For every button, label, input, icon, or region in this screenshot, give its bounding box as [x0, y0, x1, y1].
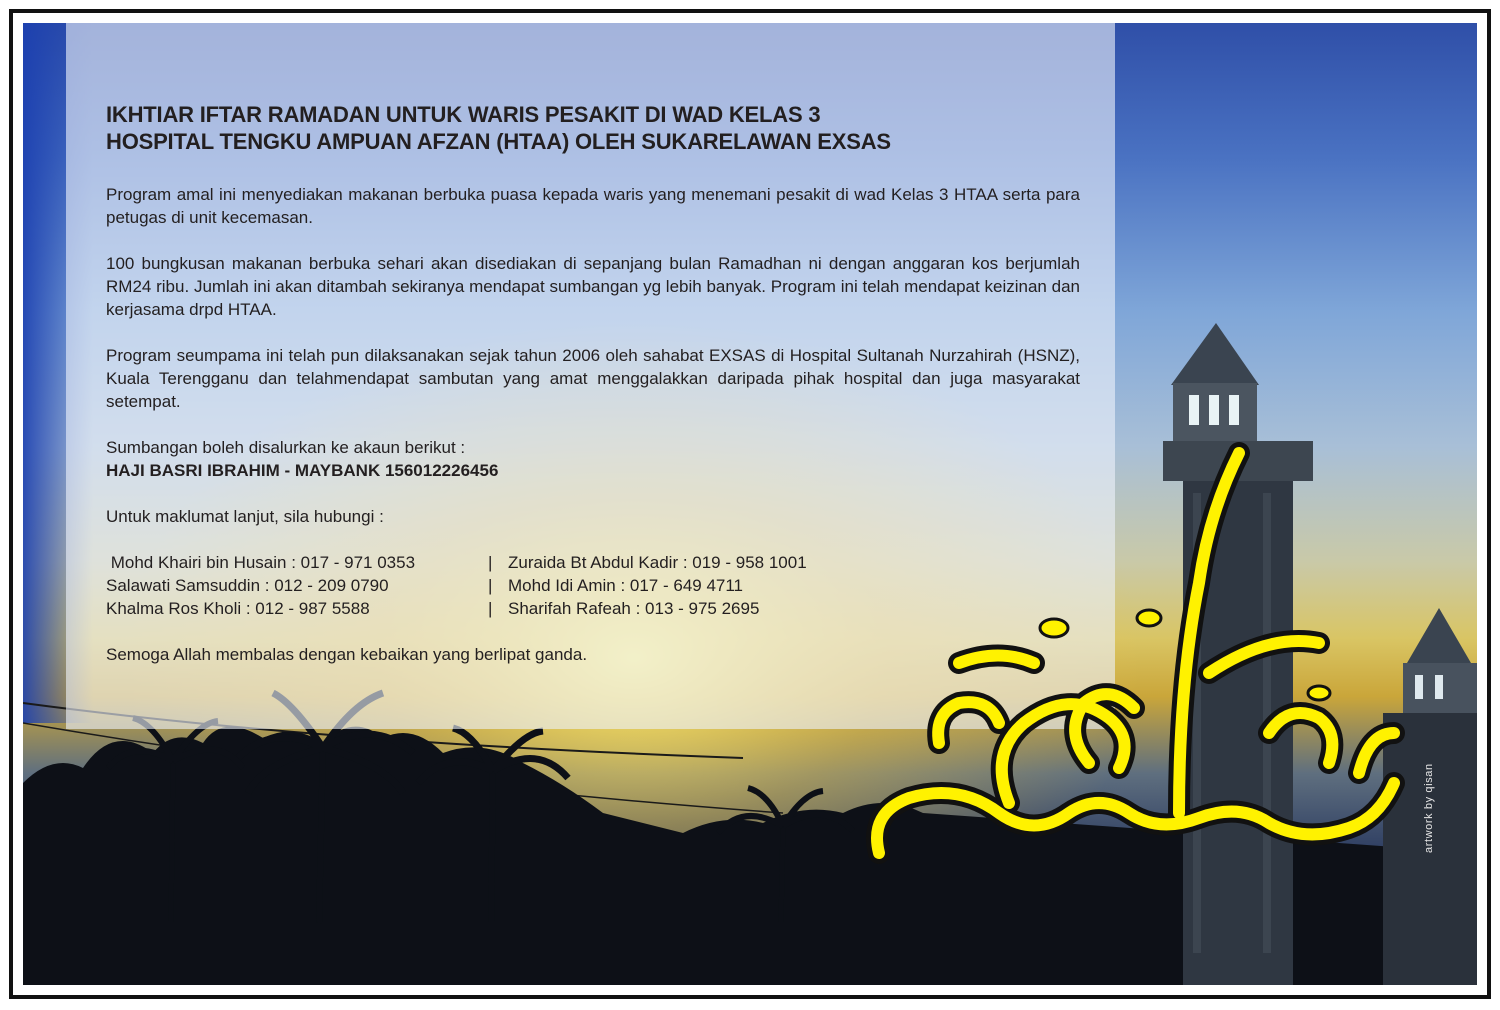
contact-separator: | — [488, 599, 493, 618]
poster-title — [106, 101, 1080, 155]
contact-right: Zuraida Bt Abdul Kadir : 019 - 958 1001 — [508, 553, 807, 572]
ramadan-kareem-calligraphy-icon — [849, 433, 1419, 933]
contact-separator: | — [488, 576, 493, 595]
paragraph-budget: 100 bungkusan makanan berbuka sehari akan disediakan di sepanjang bulan Ramadhan ni dengan anggaran kos berjumlah RM24 ribu. Jumlah ini akan ditambah sekiranya mendapat sumbangan yg lebih banyak. Program ini telah mendapat keizinan dan kerjasama drpd HTAA. — [106, 254, 1080, 319]
credit-text: artwork by qisan — [1423, 763, 1435, 853]
title-line-1: IKHTIAR IFTAR RAMADAN UNTUK WARIS PESAKIT DI WAD KELAS 3 — [106, 102, 821, 127]
contact-left: Mohd Khairi bin Husain : 017 - 971 0353 — [106, 553, 416, 572]
artwork-credit — [1423, 713, 1443, 853]
poster-frame — [9, 9, 1491, 999]
donation-intro: Sumbangan boleh disalurkan ke akaun berikut : — [106, 438, 466, 457]
paragraph-history: Program seumpama ini telah pun dilaksanakan sejak tahun 2006 oleh sahabat EXSAS di Hospital Sultanah Nurzahirah (HSNZ), Kuala Terengganu dan telahmendapat sambutan yang amat menggalakkan daripada pihak hospital dan juga masyarakat setempat. — [106, 346, 1080, 411]
contact-separator: | — [488, 553, 493, 572]
donation-account: HAJI BASRI IBRAHIM - MAYBANK 156012226456 — [106, 461, 499, 480]
closing-message: Semoga Allah membalas dengan kebaikan yang berlipat ganda. — [106, 645, 588, 664]
contact-left: Salawati Samsuddin : 012 - 209 0790 — [106, 576, 389, 595]
contact-right: Mohd Idi Amin : 017 - 649 4711 — [508, 576, 744, 595]
contact-left: Khalma Ros Kholi : 012 - 987 5588 — [106, 599, 370, 618]
contact-right: Sharifah Rafeah : 013 - 975 2695 — [508, 599, 760, 618]
contact-intro: Untuk maklumat lanjut, sila hubungi : — [106, 507, 384, 526]
title-line-2: HOSPITAL TENGKU AMPUAN AFZAN (HTAA) OLEH SUKARELAWAN EXSAS — [106, 129, 891, 154]
paragraph-program: Program amal ini menyediakan makanan berbuka puasa kepada waris yang menemani pesakit di wad Kelas 3 HTAA serta para petugas di unit kecemasan. — [106, 185, 1080, 227]
